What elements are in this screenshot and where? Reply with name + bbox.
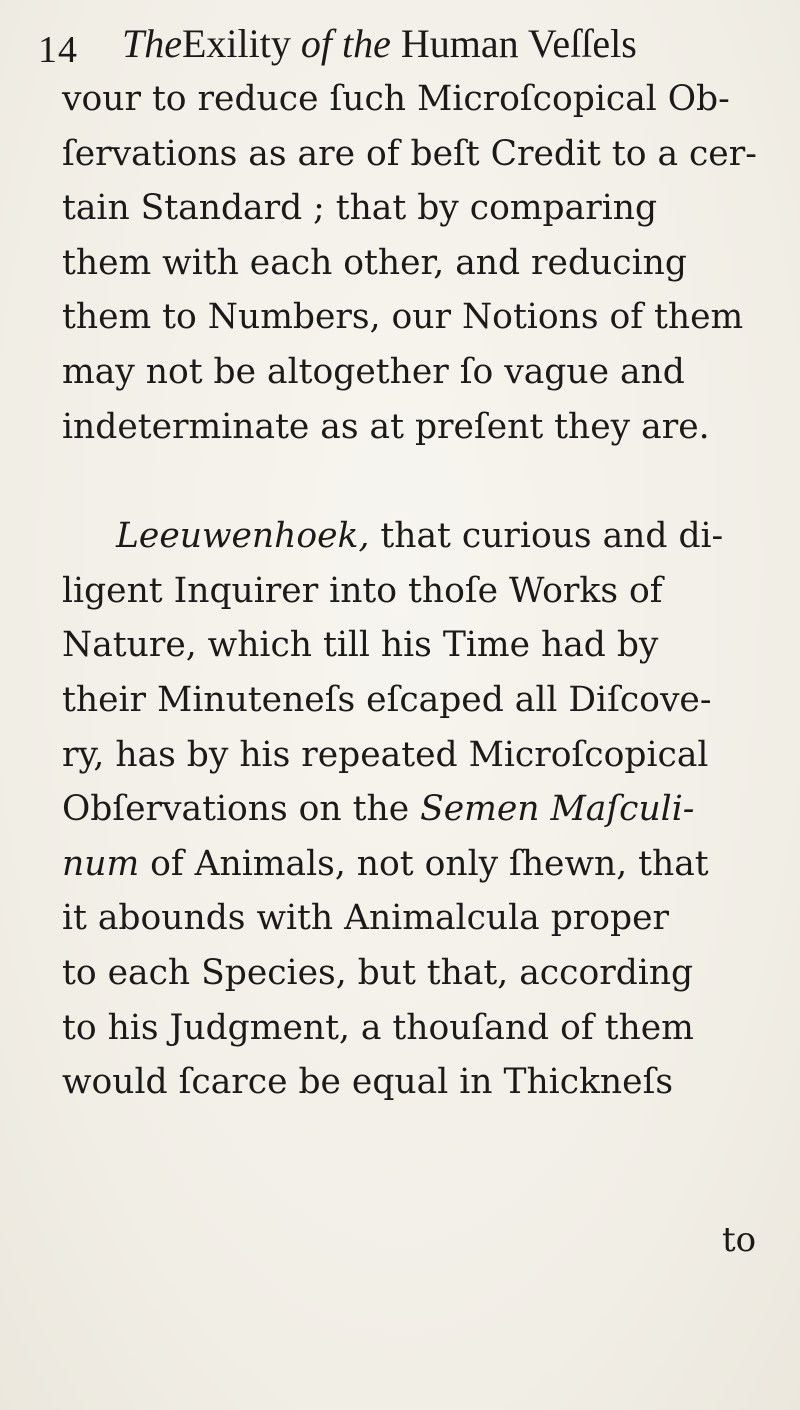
text-line: indeterminate as at preſent they are. [62,406,710,447]
page-number: 14 [38,29,78,71]
text-line: their Minuteneſs eſcaped all Diſcove- [62,679,712,720]
leeuwenhoek-name: Leeuwenhoek, [116,516,370,557]
text-line: ry, has by his repeated Microſcopical [62,734,709,775]
text-line: ligent Inquirer into thoſe Works of [62,570,663,611]
text-line: them to Numbers, our Notions of them [62,297,744,338]
running-title-the: The [122,21,182,66]
running-title [122,20,637,67]
latin-term-end: num [62,843,140,884]
text-line [62,782,782,837]
text-line: may not be altogether ſo vague and [62,351,685,392]
text-line: would ſcarce be equal in Thickneſs [62,1062,674,1103]
running-title-human-vessels: Human Veſſels [390,21,637,66]
text-line: to each Species, but that, according [62,952,694,993]
text-span: of Animals, not only ſhewn, that [139,843,709,884]
text-line: to his Judgment, a thouſand of them [62,1007,694,1048]
running-head [0,16,800,74]
text-line: tain Standard ; that by comparing [62,188,658,229]
text-line: Nature, which till his Time had by [62,625,659,666]
text-line: it abounds with Animalcula proper [62,898,670,939]
text-line: ſervations as are of beſt Credit to a cer- [62,133,757,174]
text-line [62,837,782,892]
text-span: Obſervations on the [62,789,421,830]
running-title-of-the: of the [300,21,391,66]
text-line: vour to reduce ſuch Microſcopical Ob- [62,79,730,119]
text-line: them with each other, and reducing [62,242,687,283]
body-text [62,72,782,1110]
paragraph-break [62,454,782,509]
text-line [62,509,782,564]
running-title-exility: Exility [182,21,301,66]
text-span: that curious and di- [369,516,724,557]
latin-term: Semen Maſculi- [420,789,695,830]
catchword: to [722,1220,757,1260]
